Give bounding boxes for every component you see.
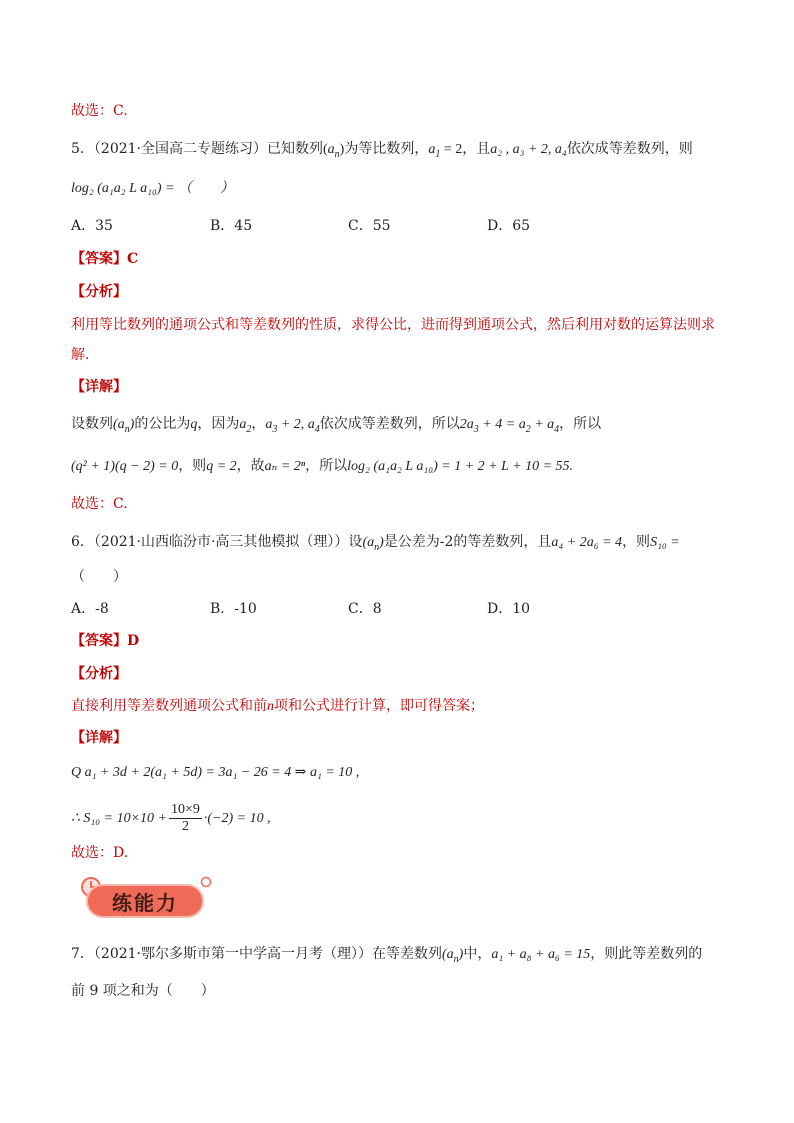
q5-stem-mid: 为等比数列， [344,141,429,157]
q7-stem: 7．（2021·鄂尔多斯市第一中学高一月考（理））在等差数列$(a_n)$中，a₁ + a₈ + a₆ = 15，则此等差数列的 [71,946,703,965]
q5-analysis-line1: 利用等比数列的通项公式和等差数列的性质，求得公比，进而得到通项公式，然后利用对数的运算法则求 [71,317,715,333]
q7-line2: 前 9 项之和为（ ） [71,983,215,999]
q5-detail-line2: (q² + 1)(q − 2) = 0，则q = 2，故aₙ = 2ⁿ，所以log₂ (a₁a₂ L a₁₀) = 1 + 2 + L + 10 = 55. [71,458,574,474]
q6-paren: （ ） [71,569,127,585]
q5-option-c: C．55 [348,218,391,234]
q5-detail-label: 【详解】 [71,379,127,395]
q6-answer: 【答案】D [71,633,140,649]
q6-analysis: 直接利用等差数列通项公式和前n项和公式进行计算，即可得答案； [71,698,484,714]
q5-answer: 【答案】C [71,251,139,267]
q5-analysis-label: 【分析】 [71,284,127,300]
q5-seq: $(a_n)$ [323,142,345,160]
q6-detail-line1: Q a₁ + 3d + 2(a₁ + 5d) = 3a₁ − 26 = 4 ⇒ a₁ = 10 , [71,765,360,780]
q6-analysis-label: 【分析】 [71,666,127,682]
section-badge [80,876,220,924]
q5-stem-mid2: ，且 [462,141,491,157]
q5-terms: a₂ , a₃ + 2, a₄ [490,142,567,157]
q6-closing: 故选：D. [71,845,129,861]
q5-option-b: B．45 [210,218,253,234]
q6-detail-label: 【详解】 [71,730,127,746]
q5-stem-prefix: 5．（2021·全国高二专题练习）已知数列 [71,141,323,157]
q6-option-d: D．10 [487,601,531,617]
q5-analysis-line2: 解. [71,347,90,363]
ring-decoration-icon [200,876,212,888]
q6-option-a: A．-8 [71,601,109,617]
q5-stem-end: 依次成等差数列，则 [566,141,693,157]
q6-option-c: C．8 [348,601,382,617]
q6-option-b: B．-10 [210,601,257,617]
q5-stem [71,139,693,160]
q6-detail-line2: ∴ S₁₀ = 10×10 + $\frac{10\times 9}{2}$ ·(−2) = 10 , [71,802,271,835]
section-badge-label: 练能力 [86,884,204,918]
q6-stem: 6．（2021·山西临汾市·高三其他模拟（理））设$(a_n)$是公差为-2的等差数列，且a₄ + 2a₆ = 4，则S₁₀ = [71,534,680,553]
q5-option-a: A．35 [71,218,113,234]
q5-log-expr: log₂ (a₁a₂ L a₁₀) = （ ） [71,181,235,196]
q5-option-d: D．65 [487,218,531,234]
q5-closing: 故选：C. [71,496,128,512]
prev-answer: 故选：C. [71,103,128,119]
q5-a1: $a_1 = 2$ [428,142,463,160]
q5-detail-line1: 设数列$(a_n)$的公比为q，因为$a_2$，$a_3 + 2$, $a_4$依次成等差数列，所以$2a_3 + 4 = a_2 + a_4$，所以 [71,416,602,435]
